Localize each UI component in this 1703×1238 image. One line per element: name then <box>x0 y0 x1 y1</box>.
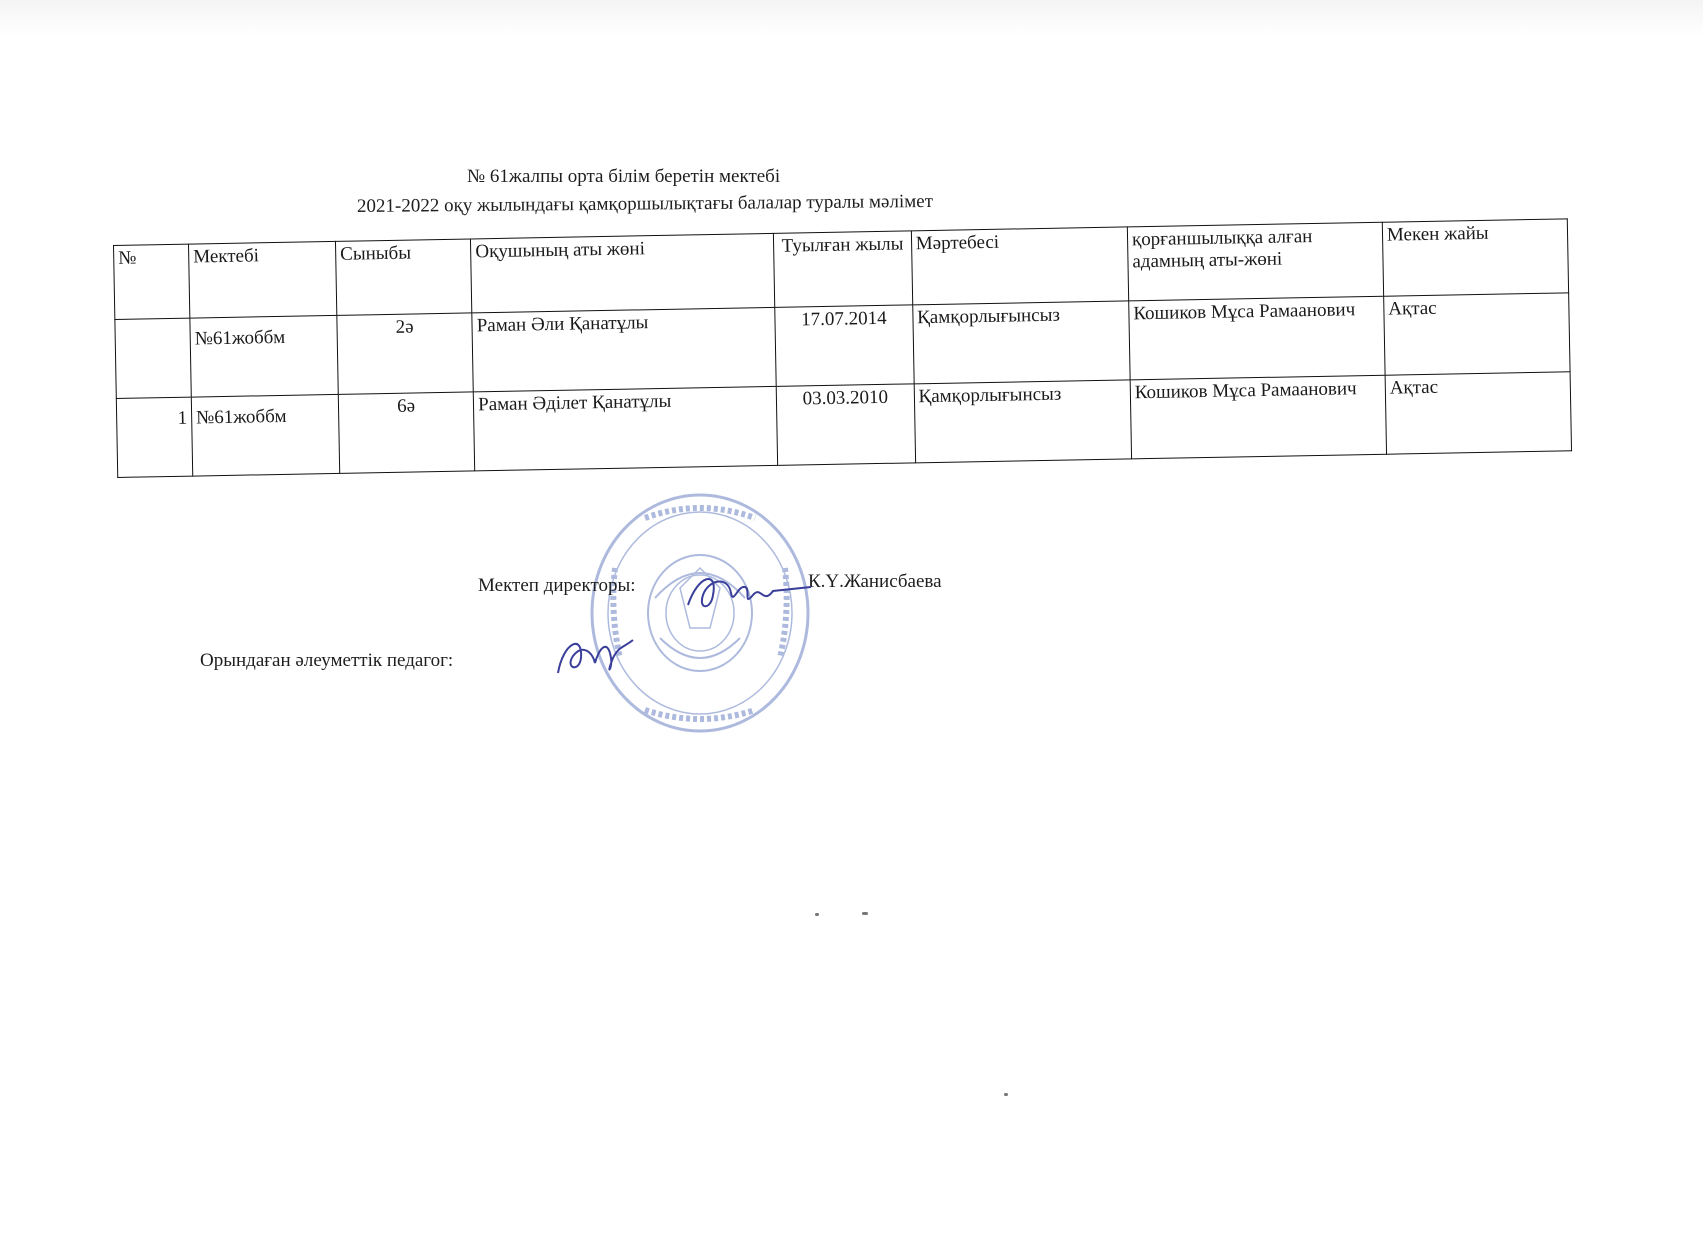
cell-guardian: Кошиков Мұса Рамаанович <box>1129 296 1385 380</box>
cell-status: Қамқорлығынсыз <box>912 301 1130 384</box>
scan-speck <box>1004 1093 1008 1096</box>
cell-class: 6ә <box>338 392 475 473</box>
director-signature-icon <box>683 565 813 625</box>
wards-table <box>113 218 1572 478</box>
document-subtitle: 2021-2022 оқу жылындағы қамқоршылықтағы балалар туралы мәлімет <box>356 190 934 217</box>
cell-birth-date: 03.03.2010 <box>776 384 915 466</box>
cell-status: Қамқорлығынсыз <box>914 380 1132 463</box>
cell-address: Ақтас <box>1385 372 1572 454</box>
cell-guardian: Кошиков Мұса Рамаанович <box>1130 375 1386 459</box>
social-pedagog-label: Орындаған әлеуметтік педагог: <box>200 650 454 671</box>
header-status: Мәртебесі <box>911 227 1129 305</box>
header-num: № <box>114 244 190 319</box>
header-school: Мектебі <box>188 241 336 318</box>
header-birth-year: Туылған жылы <box>774 231 913 308</box>
scan-speck <box>862 912 868 915</box>
director-name: К.Ү.Жанисбаева <box>808 571 942 592</box>
cell-class: 2ә <box>337 313 474 394</box>
header-class: Сыныбы <box>335 239 472 315</box>
cell-school: №61жоббм <box>190 315 338 397</box>
cell-num <box>115 318 191 398</box>
cell-school: №61жоббм <box>191 394 339 476</box>
scan-speck <box>815 913 819 916</box>
scan-edge-shadow <box>0 0 1703 36</box>
cell-student-name: Раман Әділет Қанатұлы <box>473 386 777 471</box>
header-guardian: қорғаншылыққа алған адамның аты-жөні <box>1127 222 1383 301</box>
pedagog-signature-icon <box>553 628 638 688</box>
cell-student-name: Раман Әли Қанатұлы <box>472 307 776 392</box>
director-label: Мектеп директоры: <box>478 575 636 596</box>
document-title: № 61жалпы орта білім беретін мектебі <box>467 166 781 187</box>
cell-birth-date: 17.07.2014 <box>775 305 914 387</box>
header-student-name: Оқушының аты жөні <box>471 233 775 313</box>
header-address: Мекен жайы <box>1382 219 1568 296</box>
cell-num: 1 <box>116 397 192 477</box>
cell-address: Ақтас <box>1384 293 1571 375</box>
wards-table-wrapper <box>113 218 1572 478</box>
